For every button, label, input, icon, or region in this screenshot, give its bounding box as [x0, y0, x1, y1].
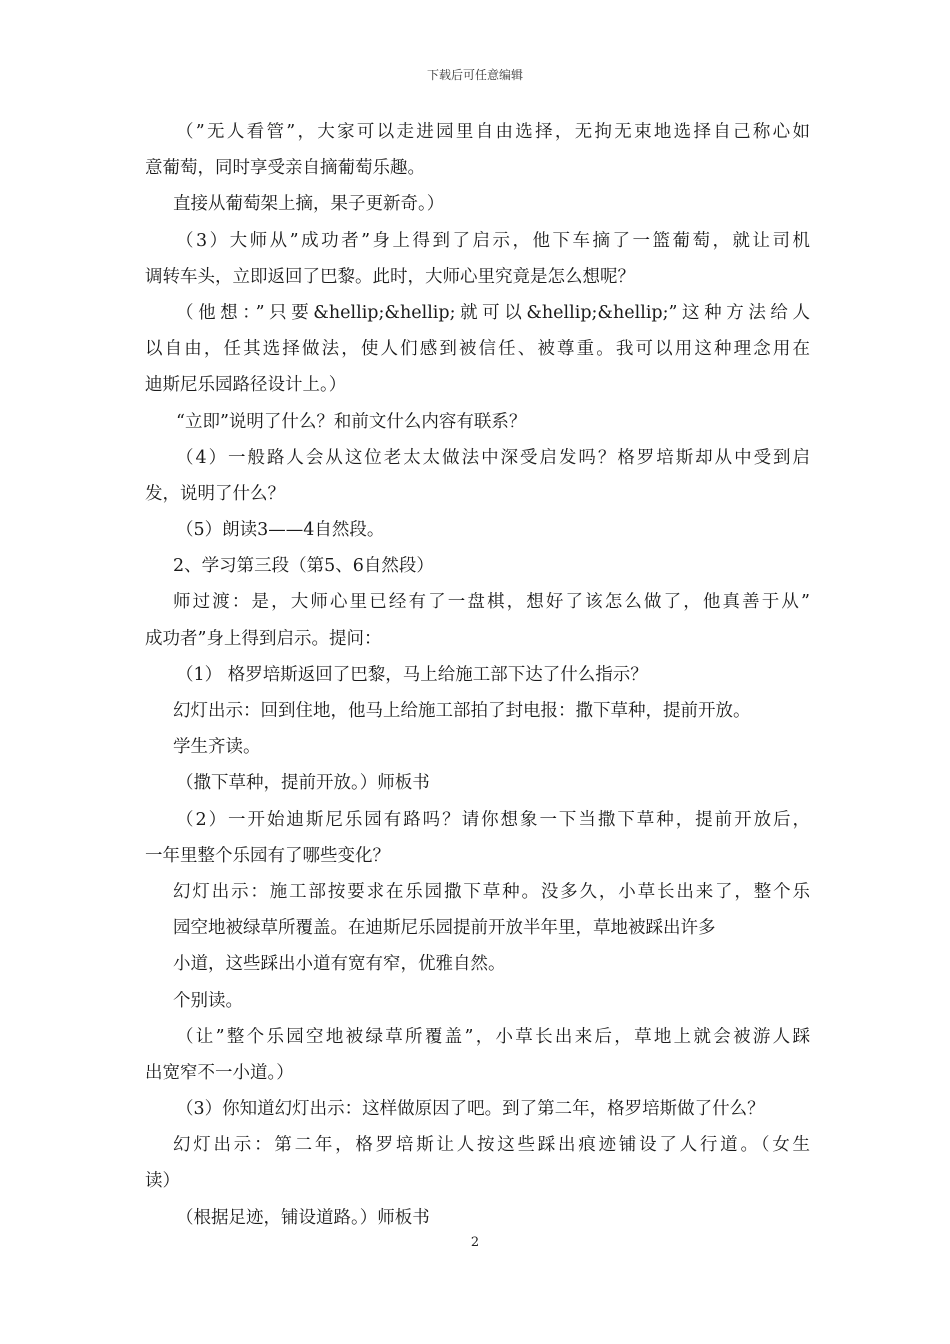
text-line: 发，说明了什么？: [145, 483, 285, 504]
text-line: （1） 格罗培斯返回了巴黎，马上给施工部下达了什么指示？: [176, 664, 648, 685]
text-line: （5）朗读3——4自然段。: [176, 520, 385, 541]
text-line: 学生齐读。: [173, 737, 261, 758]
text-line: （4）一般路人会从这位老太太做法中深受启发吗？格罗培斯却从中受到启: [176, 447, 810, 468]
text-line: 一年里整个乐园有了哪些变化？: [145, 845, 390, 866]
text-line: （2）一开始迪斯尼乐园有路吗？请你想象一下当撒下草种，提前开放后，: [176, 809, 810, 830]
text-line: 幻灯出示：回到住地，他马上给施工部拍了封电报：撒下草种，提前开放。: [173, 701, 751, 721]
text-line: 出宽窄不一小道。）: [145, 1062, 294, 1083]
document-body: [145, 114, 810, 1236]
text-line: 幻灯出示：第二年，格罗培斯让人按这些踩出痕迹铺设了人行道。（女生: [173, 1135, 810, 1156]
page-header: 下载后可任意编辑: [426, 68, 523, 82]
text-line: （让”整个乐园空地被绿草所覆盖”，小草长出来后，草地上就会被游人踩: [176, 1026, 810, 1047]
text-line: 小道，这些踩出小道有宽有窄，优雅自然。: [173, 954, 506, 975]
text-line: （根据足迹，铺设道路。）师板书: [176, 1207, 430, 1228]
text-line: 以自由，任其选择做法，使人们感到被信任、被尊重。我可以用这种理念用在: [145, 339, 810, 360]
text-line: 直接从葡萄架上摘，果子更新奇。）: [173, 194, 445, 215]
text-line: 师过渡：是，大师心里已经有了一盘棋，想好了该怎么做了，他真善于从”: [173, 592, 810, 613]
text-line: 2、学习第三段（第5、6自然段）: [173, 556, 434, 577]
text-line: 园空地被绿草所覆盖。在迪斯尼乐园提前开放半年里，草地被踩出许多: [173, 918, 716, 939]
text-line: “立即”说明了什么？和前文什么内容有联系？: [176, 411, 527, 432]
text-line: （撒下草种，提前开放。）师板书: [176, 773, 430, 794]
page-number: 2: [470, 1235, 480, 1250]
text-line: 迪斯尼乐园路径设计上。）: [145, 375, 347, 396]
text-line: 读）: [145, 1171, 180, 1192]
text-line: （他想：”只要&hellip;&hellip;就可以&hellip;&hellip;”这种方法给人: [176, 302, 810, 323]
text-line: 幻灯出示：施工部按要求在乐园撒下草种。没多久，小草长出来了，整个乐: [173, 881, 810, 902]
text-line: 成功者”身上得到启示。提问：: [145, 628, 382, 649]
text-line: 意葡萄，同时享受亲自摘葡萄乐趣。: [145, 158, 425, 179]
text-line: （3）大师从”成功者”身上得到了启示，他下车摘了一篮葡萄，就让司机: [176, 230, 810, 251]
text-line: 调转车头，立即返回了巴黎。此时，大师心里究竟是怎么想呢？: [145, 266, 635, 287]
text-line: （3）你知道幻灯出示：这样做原因了吧。到了第二年，格罗培斯做了什么？: [176, 1099, 765, 1120]
text-line: 个别读。: [173, 990, 243, 1011]
text-line: （”无人看管”，大家可以走进园里自由选择，无拘无束地选择自己称心如: [176, 122, 810, 142]
